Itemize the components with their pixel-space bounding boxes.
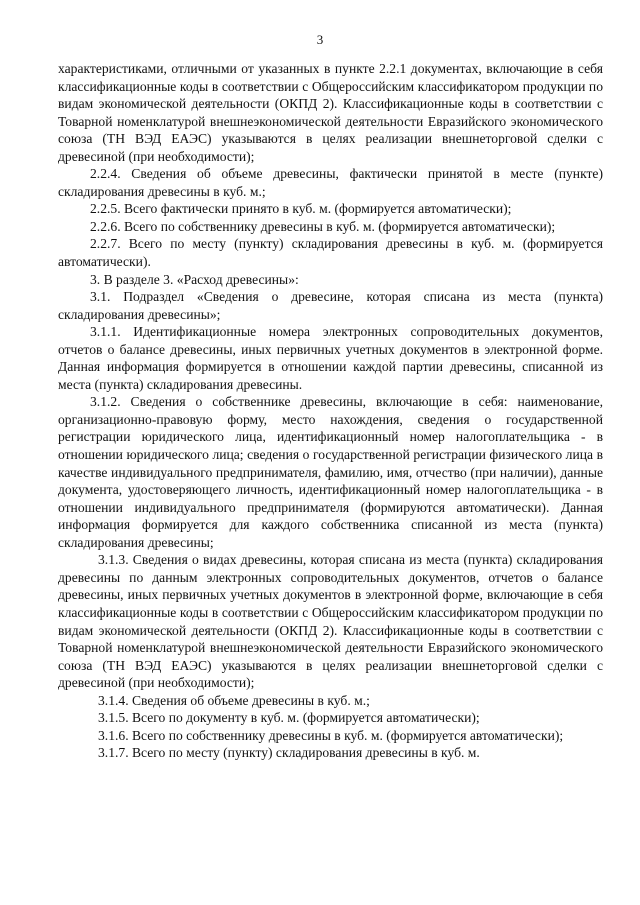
paragraph-2-2-6: 2.2.6. Всего по собственнику древесины в куб. м. (формируется автоматически); — [90, 218, 556, 234]
paragraph-2-2-7: 2.2.7. Всего по месту (пункту) складирования древесины в куб. м. (формируется автоматически). — [58, 236, 603, 270]
paragraph-3-1-3: 3.1.3. Сведения о видах древесины, которая списана из места (пункта) складирования древесины по данным электронных сопроводительных документов, отчетов о балансе древесины, иных первичных учетных документов в электронной форме, включающие в себя классификационные коды в соответствии с Общероссийским классификатором продукции по видам экономической деятельности (ОКПД 2). Классификационные коды в соответствии с Товарной номенклатурой внешнеэкономической деятельности Евразийского экономического союза (ТН ВЭД ЕАЭС) указываются в целях реализации внешнеторговой сделки с древесиной (при необходимости); — [58, 552, 603, 691]
paragraph-3-1-4: 3.1.4. Сведения об объеме древесины в куб. м.; — [98, 692, 370, 708]
paragraph-3-1-5: 3.1.5. Всего по документу в куб. м. (формируется автоматически); — [98, 710, 480, 726]
paragraph-3-1-1: 3.1.1. Идентификационные номера электронных сопроводительных документов, отчетов о балансе древесины, иных первичных учетных документов в электронной форме. Данная информация формируется в отношении каждой партии древесины, списанной из места (пункта) складирования древесины. — [58, 324, 603, 392]
paragraph-3-1-2: 3.1.2. Сведения о собственнике древесины, включающие в себя: наименование, организационно-правовую форму, место нахождения, сведения о государственной регистрации юридического лица, идентификационный номер налогоплательщика - в отношении юридического лица; сведения о государственной регистрации физического лица в качестве индивидуального предпринимателя, фамилию, имя, отчество (при наличии), данные документа, удостоверяющего личность, идентификационный номер налогоплательщика - в отношении индивидуального предпринимателя (формируются автоматически). Данная информация формируется для каждого собственника списанной из места (пункта) складирования древесины; — [58, 394, 603, 550]
paragraph-2-2-4: 2.2.4. Сведения об объеме древесины, фактически принятой в месте (пункте) складирования древесины в куб. м.; — [58, 166, 603, 199]
paragraph-continuation: характеристиками, отличными от указанных в пункте 2.2.1 документах, включающие в себя классификационные коды в соответствии с Общероссийским классификатором продукции по видам экономической деятельности (ОКПД 2). Классификационные коды в соответствии с Товарной номенклатурой внешнеэкономической деятельности Евразийского экономического союза (ТН ВЭД ЕАЭС) указываются в целях реализации внешнеторговой сделки с древесиной (при необходимости); — [58, 61, 603, 164]
paragraph-3-1-7: 3.1.7. Всего по месту (пункту) складирования древесины в куб. м. — [98, 745, 480, 761]
page-number: 3 — [316, 32, 324, 47]
paragraph-3: 3. В разделе 3. «Расход древесины»: — [90, 271, 299, 287]
paragraph-3-1: 3.1. Подраздел «Сведения о древесине, которая списана из места (пункта) складирования древесины»; — [58, 289, 603, 322]
paragraph-3-1-6: 3.1.6. Всего по собственнику древесины в куб. м. (формируется автоматически); — [98, 727, 564, 743]
body-text — [58, 60, 603, 762]
paragraph-2-2-5: 2.2.5. Всего фактически принято в куб. м. (формируется автоматически); — [90, 201, 512, 217]
